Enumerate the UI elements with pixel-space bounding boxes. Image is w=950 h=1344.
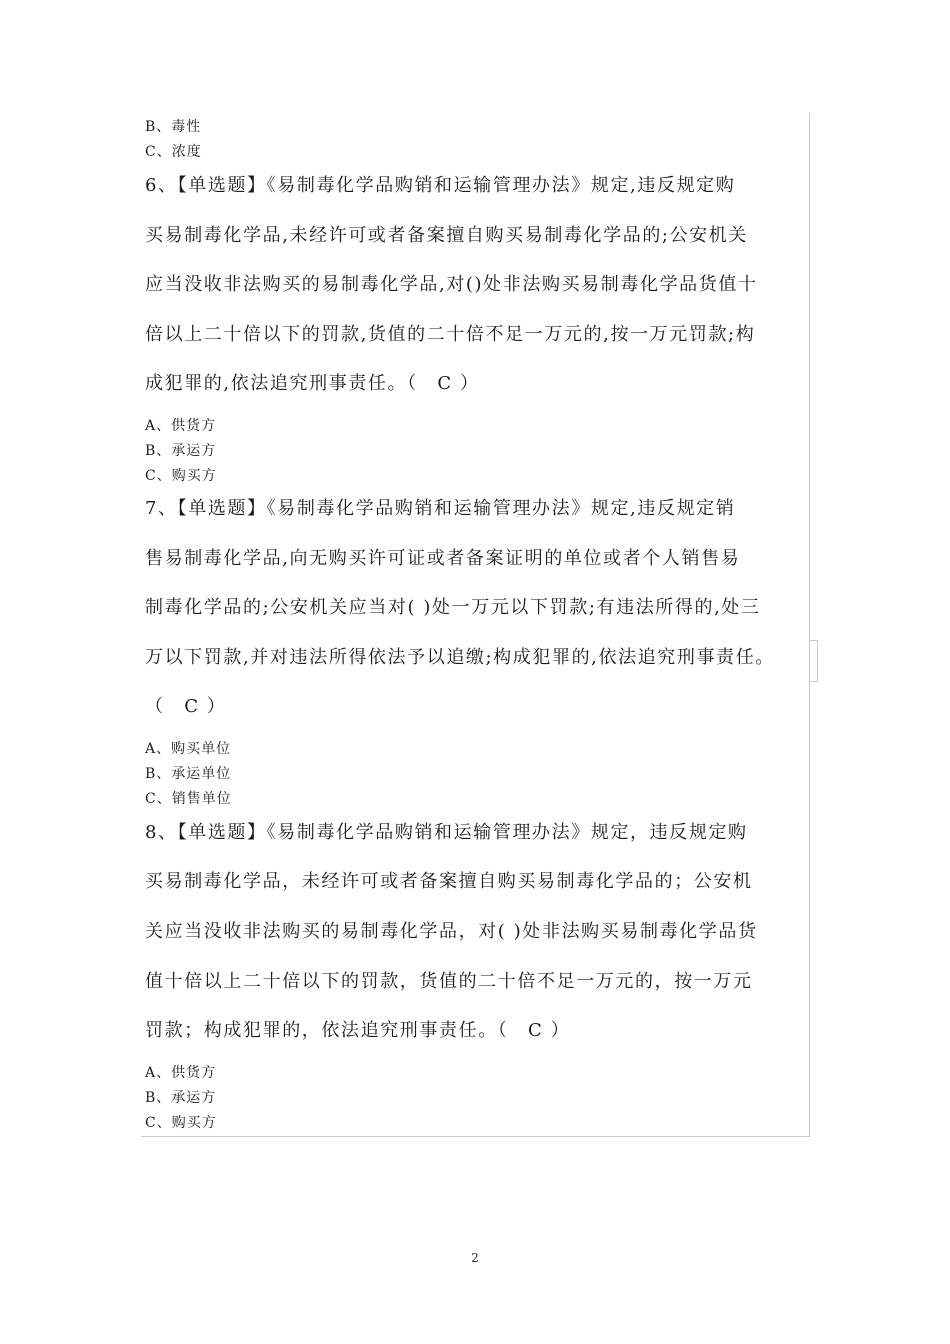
question-6-option-b: B、承运方 bbox=[145, 443, 217, 459]
question-8-line-4: 值十倍以上二十倍以下的罚款，货值的二十倍不足一万元的，按一万元 bbox=[145, 971, 753, 992]
question-7-line-3: 制毒化学品的;公安机关应当对( )处一万元以下罚款;有违法所得的,处三 bbox=[145, 597, 761, 618]
question-8-option-a: A、供货方 bbox=[145, 1065, 217, 1081]
page-frame-notch bbox=[809, 640, 818, 682]
question-7-line-2: 售易制毒化学品,向无购买许可证或者备案证明的单位或者个人销售易 bbox=[145, 548, 741, 569]
question-7-option-a: A、购买单位 bbox=[145, 741, 232, 757]
question-6-line-3: 应当没收非法购买的易制毒化学品,对()处非法购买易制毒化学品货值十 bbox=[145, 274, 758, 295]
question-8-line-2: 买易制毒化学品，未经许可或者备案擅自购买易制毒化学品的；公安机 bbox=[145, 871, 753, 892]
question-6-line-1: 6、【单选题】《易制毒化学品购销和运输管理办法》规定,违反规定购 bbox=[145, 175, 736, 196]
question-6-line-2: 买易制毒化学品,未经许可或者备案擅自购买易制毒化学品的;公安机关 bbox=[145, 225, 748, 246]
question-8-option-c: C、购买方 bbox=[145, 1115, 217, 1131]
question-6-option-a: A、供货方 bbox=[145, 418, 217, 434]
question-7-line-5: （ C ） bbox=[145, 696, 227, 717]
option-b: B、毒性 bbox=[145, 119, 202, 135]
question-6-line-4: 倍以上二十倍以下的罚款,货值的二十倍不足一万元的,按一万元罚款;构 bbox=[145, 324, 756, 345]
question-8-line-3: 关应当没收非法购买的易制毒化学品，对( )处非法购买易制毒化学品货 bbox=[145, 921, 758, 942]
question-7-option-c: C、销售单位 bbox=[145, 791, 232, 807]
question-8-line-5: 罚款；构成犯罪的，依法追究刑事责任。（ C ） bbox=[145, 1020, 571, 1041]
page-number: 2 bbox=[471, 1251, 479, 1265]
question-7-line-4: 万以下罚款,并对违法所得依法予以追缴;构成犯罪的,依法追究刑事责任。 bbox=[145, 647, 775, 668]
option-c: C、浓度 bbox=[145, 144, 202, 160]
question-7-line-1: 7、【单选题】《易制毒化学品购销和运输管理办法》规定,违反规定销 bbox=[145, 498, 736, 519]
question-6-line-5: 成犯罪的,依法追究刑事责任。（ C ） bbox=[145, 373, 480, 394]
question-6-option-c: C、购买方 bbox=[145, 468, 217, 484]
question-8-line-1: 8、【单选题】《易制毒化学品购销和运输管理办法》规定，违反规定购 bbox=[145, 822, 748, 843]
question-7-option-b: B、承运单位 bbox=[145, 766, 232, 782]
question-8-option-b: B、承运方 bbox=[145, 1090, 217, 1106]
